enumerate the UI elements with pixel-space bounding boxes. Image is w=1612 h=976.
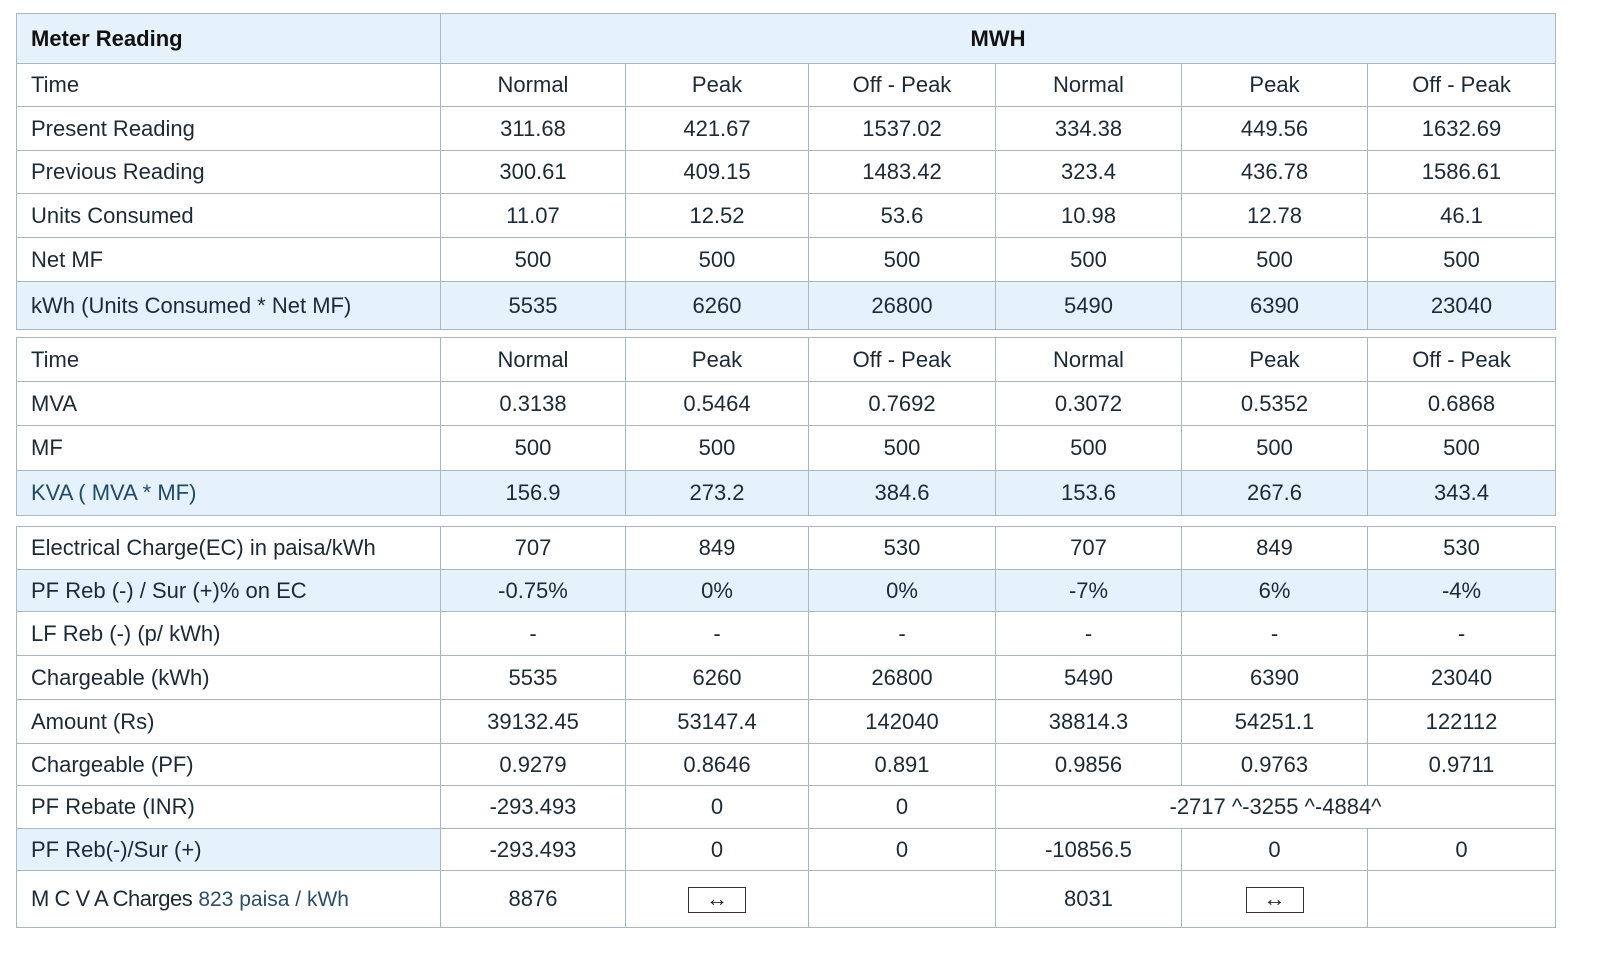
row-label: MF: [17, 426, 441, 471]
merged-cell: -2717 ^-3255 ^-4884^: [996, 786, 1556, 829]
cell: 5490: [996, 282, 1182, 330]
cell: 707: [441, 527, 626, 570]
cell: 0%: [626, 570, 809, 612]
cell: 0: [1368, 829, 1556, 871]
cell: -: [626, 612, 809, 656]
cell: Peak: [626, 338, 809, 382]
cell: 500: [809, 238, 996, 282]
cell: 500: [1368, 426, 1556, 471]
cell: [1368, 871, 1556, 928]
cell: -: [441, 612, 626, 656]
meter-reading-heading: Meter Reading: [17, 14, 441, 64]
cell: 46.1: [1368, 194, 1556, 238]
pf-rebate-row: [17, 786, 1556, 829]
cell: 0%: [809, 570, 996, 612]
cell: [626, 871, 809, 928]
row-label: Net MF: [17, 238, 441, 282]
cell: -4%: [1368, 570, 1556, 612]
row-label: Chargeable (PF): [17, 744, 441, 786]
cell: 10.98: [996, 194, 1182, 238]
cell: -: [1182, 612, 1368, 656]
mwh-heading: MWH: [441, 14, 1556, 64]
row-label: LF Reb (-) (p/ kWh): [17, 612, 441, 656]
cell: 0.9856: [996, 744, 1182, 786]
meter-reading-sheet: [16, 13, 1555, 928]
cell: 849: [1182, 527, 1368, 570]
pf-reb-sur-percent-row: [17, 570, 1556, 612]
cell: 26800: [809, 656, 996, 700]
cell: 0: [809, 829, 996, 871]
row-label: Present Reading: [17, 107, 441, 151]
electrical-charge-row: [17, 527, 1556, 570]
cell: 23040: [1368, 656, 1556, 700]
mcva-rate: 823 paisa / kWh: [198, 888, 349, 911]
cell: 334.38: [996, 107, 1182, 151]
cell: Peak: [1182, 64, 1368, 107]
cell: 156.9: [441, 471, 626, 516]
cell: -7%: [996, 570, 1182, 612]
cell: 530: [809, 527, 996, 570]
cell: 5535: [441, 656, 626, 700]
cell: 54251.1: [1182, 700, 1368, 744]
cell: 39132.45: [441, 700, 626, 744]
kva-row: [17, 471, 1556, 516]
cell: 311.68: [441, 107, 626, 151]
cell: 0.9763: [1182, 744, 1368, 786]
chargeable-pf-row: [17, 744, 1556, 786]
cell: Normal: [441, 64, 626, 107]
cell: 1632.69: [1368, 107, 1556, 151]
cell: [809, 871, 996, 928]
cell: 449.56: [1182, 107, 1368, 151]
cell: 0: [626, 786, 809, 829]
row-label: KVA ( MVA * MF): [17, 471, 441, 516]
cell: -: [809, 612, 996, 656]
cell: -: [1368, 612, 1556, 656]
cell: Off - Peak: [1368, 338, 1556, 382]
cell: 500: [1182, 238, 1368, 282]
double-arrow-icon[interactable]: ↔: [688, 887, 746, 913]
cell: -293.493: [441, 786, 626, 829]
cell: 38814.3: [996, 700, 1182, 744]
cell: 12.52: [626, 194, 809, 238]
row-label: PF Reb(-)/Sur (+): [17, 829, 441, 871]
cell: 500: [441, 238, 626, 282]
cell: Off - Peak: [809, 64, 996, 107]
net-mf-row: [17, 238, 1556, 282]
cell: 1537.02: [809, 107, 996, 151]
chargeable-kwh-row: [17, 656, 1556, 700]
cell: 5490: [996, 656, 1182, 700]
cell: 5535: [441, 282, 626, 330]
present-reading-row: [17, 107, 1556, 151]
cell: Peak: [626, 64, 809, 107]
cell: 707: [996, 527, 1182, 570]
cell: 0.5352: [1182, 382, 1368, 426]
cell: Normal: [996, 338, 1182, 382]
cell: 0.3072: [996, 382, 1182, 426]
cell: 1483.42: [809, 151, 996, 194]
double-arrow-icon[interactable]: ↔: [1246, 887, 1304, 913]
cell: -10856.5: [996, 829, 1182, 871]
row-label: Amount (Rs): [17, 700, 441, 744]
mva-row: [17, 382, 1556, 426]
units-consumed-row: [17, 194, 1556, 238]
amount-row: [17, 700, 1556, 744]
previous-reading-row: [17, 151, 1556, 194]
cell: 142040: [809, 700, 996, 744]
row-label: Units Consumed: [17, 194, 441, 238]
kwh-row: [17, 282, 1556, 330]
cell: 343.4: [1368, 471, 1556, 516]
cell: 500: [441, 426, 626, 471]
cell: 6390: [1182, 656, 1368, 700]
row-label: PF Reb (-) / Sur (+)% on EC: [17, 570, 441, 612]
row-label: Electrical Charge(EC) in paisa/kWh: [17, 527, 441, 570]
cell: 0: [809, 786, 996, 829]
cell: 500: [1368, 238, 1556, 282]
cell: 0.9711: [1368, 744, 1556, 786]
cell: 0: [1182, 829, 1368, 871]
row-label: Chargeable (kWh): [17, 656, 441, 700]
cell: 6260: [626, 656, 809, 700]
header-row: [17, 14, 1556, 64]
cell: 500: [1182, 426, 1368, 471]
cell: 153.6: [996, 471, 1182, 516]
cell: -: [996, 612, 1182, 656]
mf-row: [17, 426, 1556, 471]
cell: 53.6: [809, 194, 996, 238]
cell: 0.5464: [626, 382, 809, 426]
cell: -0.75%: [441, 570, 626, 612]
cell: 0.7692: [809, 382, 996, 426]
cell: 0.8646: [626, 744, 809, 786]
mcva-label: M C V A Charges: [31, 886, 193, 911]
cell: 8876: [441, 871, 626, 928]
cell: 6%: [1182, 570, 1368, 612]
cell: 26800: [809, 282, 996, 330]
row-label: kWh (Units Consumed * Net MF): [17, 282, 441, 330]
cell: 1586.61: [1368, 151, 1556, 194]
cell: 500: [626, 426, 809, 471]
cell: 421.67: [626, 107, 809, 151]
row-label: PF Rebate (INR): [17, 786, 441, 829]
time-row-1: [17, 64, 1556, 107]
row-label: [17, 871, 441, 928]
cell: -293.493: [441, 829, 626, 871]
cell: 267.6: [1182, 471, 1368, 516]
cell: Normal: [441, 338, 626, 382]
cell: 384.6: [809, 471, 996, 516]
cell: 300.61: [441, 151, 626, 194]
cell: 849: [626, 527, 809, 570]
row-label: Time: [17, 338, 441, 382]
cell: Normal: [996, 64, 1182, 107]
cell: 323.4: [996, 151, 1182, 194]
cell: 436.78: [1182, 151, 1368, 194]
row-label: Time: [17, 64, 441, 107]
cell: 273.2: [626, 471, 809, 516]
cell: 530: [1368, 527, 1556, 570]
cell: 500: [809, 426, 996, 471]
cell: 0.3138: [441, 382, 626, 426]
cell: 500: [996, 238, 1182, 282]
cell: 409.15: [626, 151, 809, 194]
row-label: Previous Reading: [17, 151, 441, 194]
lf-reb-row: [17, 612, 1556, 656]
time-row-2: [17, 338, 1556, 382]
cell: Off - Peak: [809, 338, 996, 382]
cell: 0.6868: [1368, 382, 1556, 426]
cell: 0.891: [809, 744, 996, 786]
cell: 122112: [1368, 700, 1556, 744]
cell: 53147.4: [626, 700, 809, 744]
mcva-charges-row: [17, 871, 1556, 928]
cell: 500: [996, 426, 1182, 471]
pf-reb-sur-row: [17, 829, 1556, 871]
row-label: MVA: [17, 382, 441, 426]
cell: 0: [626, 829, 809, 871]
cell: 0.9279: [441, 744, 626, 786]
cell: 500: [626, 238, 809, 282]
cell: 11.07: [441, 194, 626, 238]
cell: 23040: [1368, 282, 1556, 330]
cell: Peak: [1182, 338, 1368, 382]
cell: [1182, 871, 1368, 928]
cell: 6390: [1182, 282, 1368, 330]
cell: 8031: [996, 871, 1182, 928]
cell: Off - Peak: [1368, 64, 1556, 107]
meter-reading-table: [16, 13, 1556, 928]
cell: 6260: [626, 282, 809, 330]
cell: 12.78: [1182, 194, 1368, 238]
